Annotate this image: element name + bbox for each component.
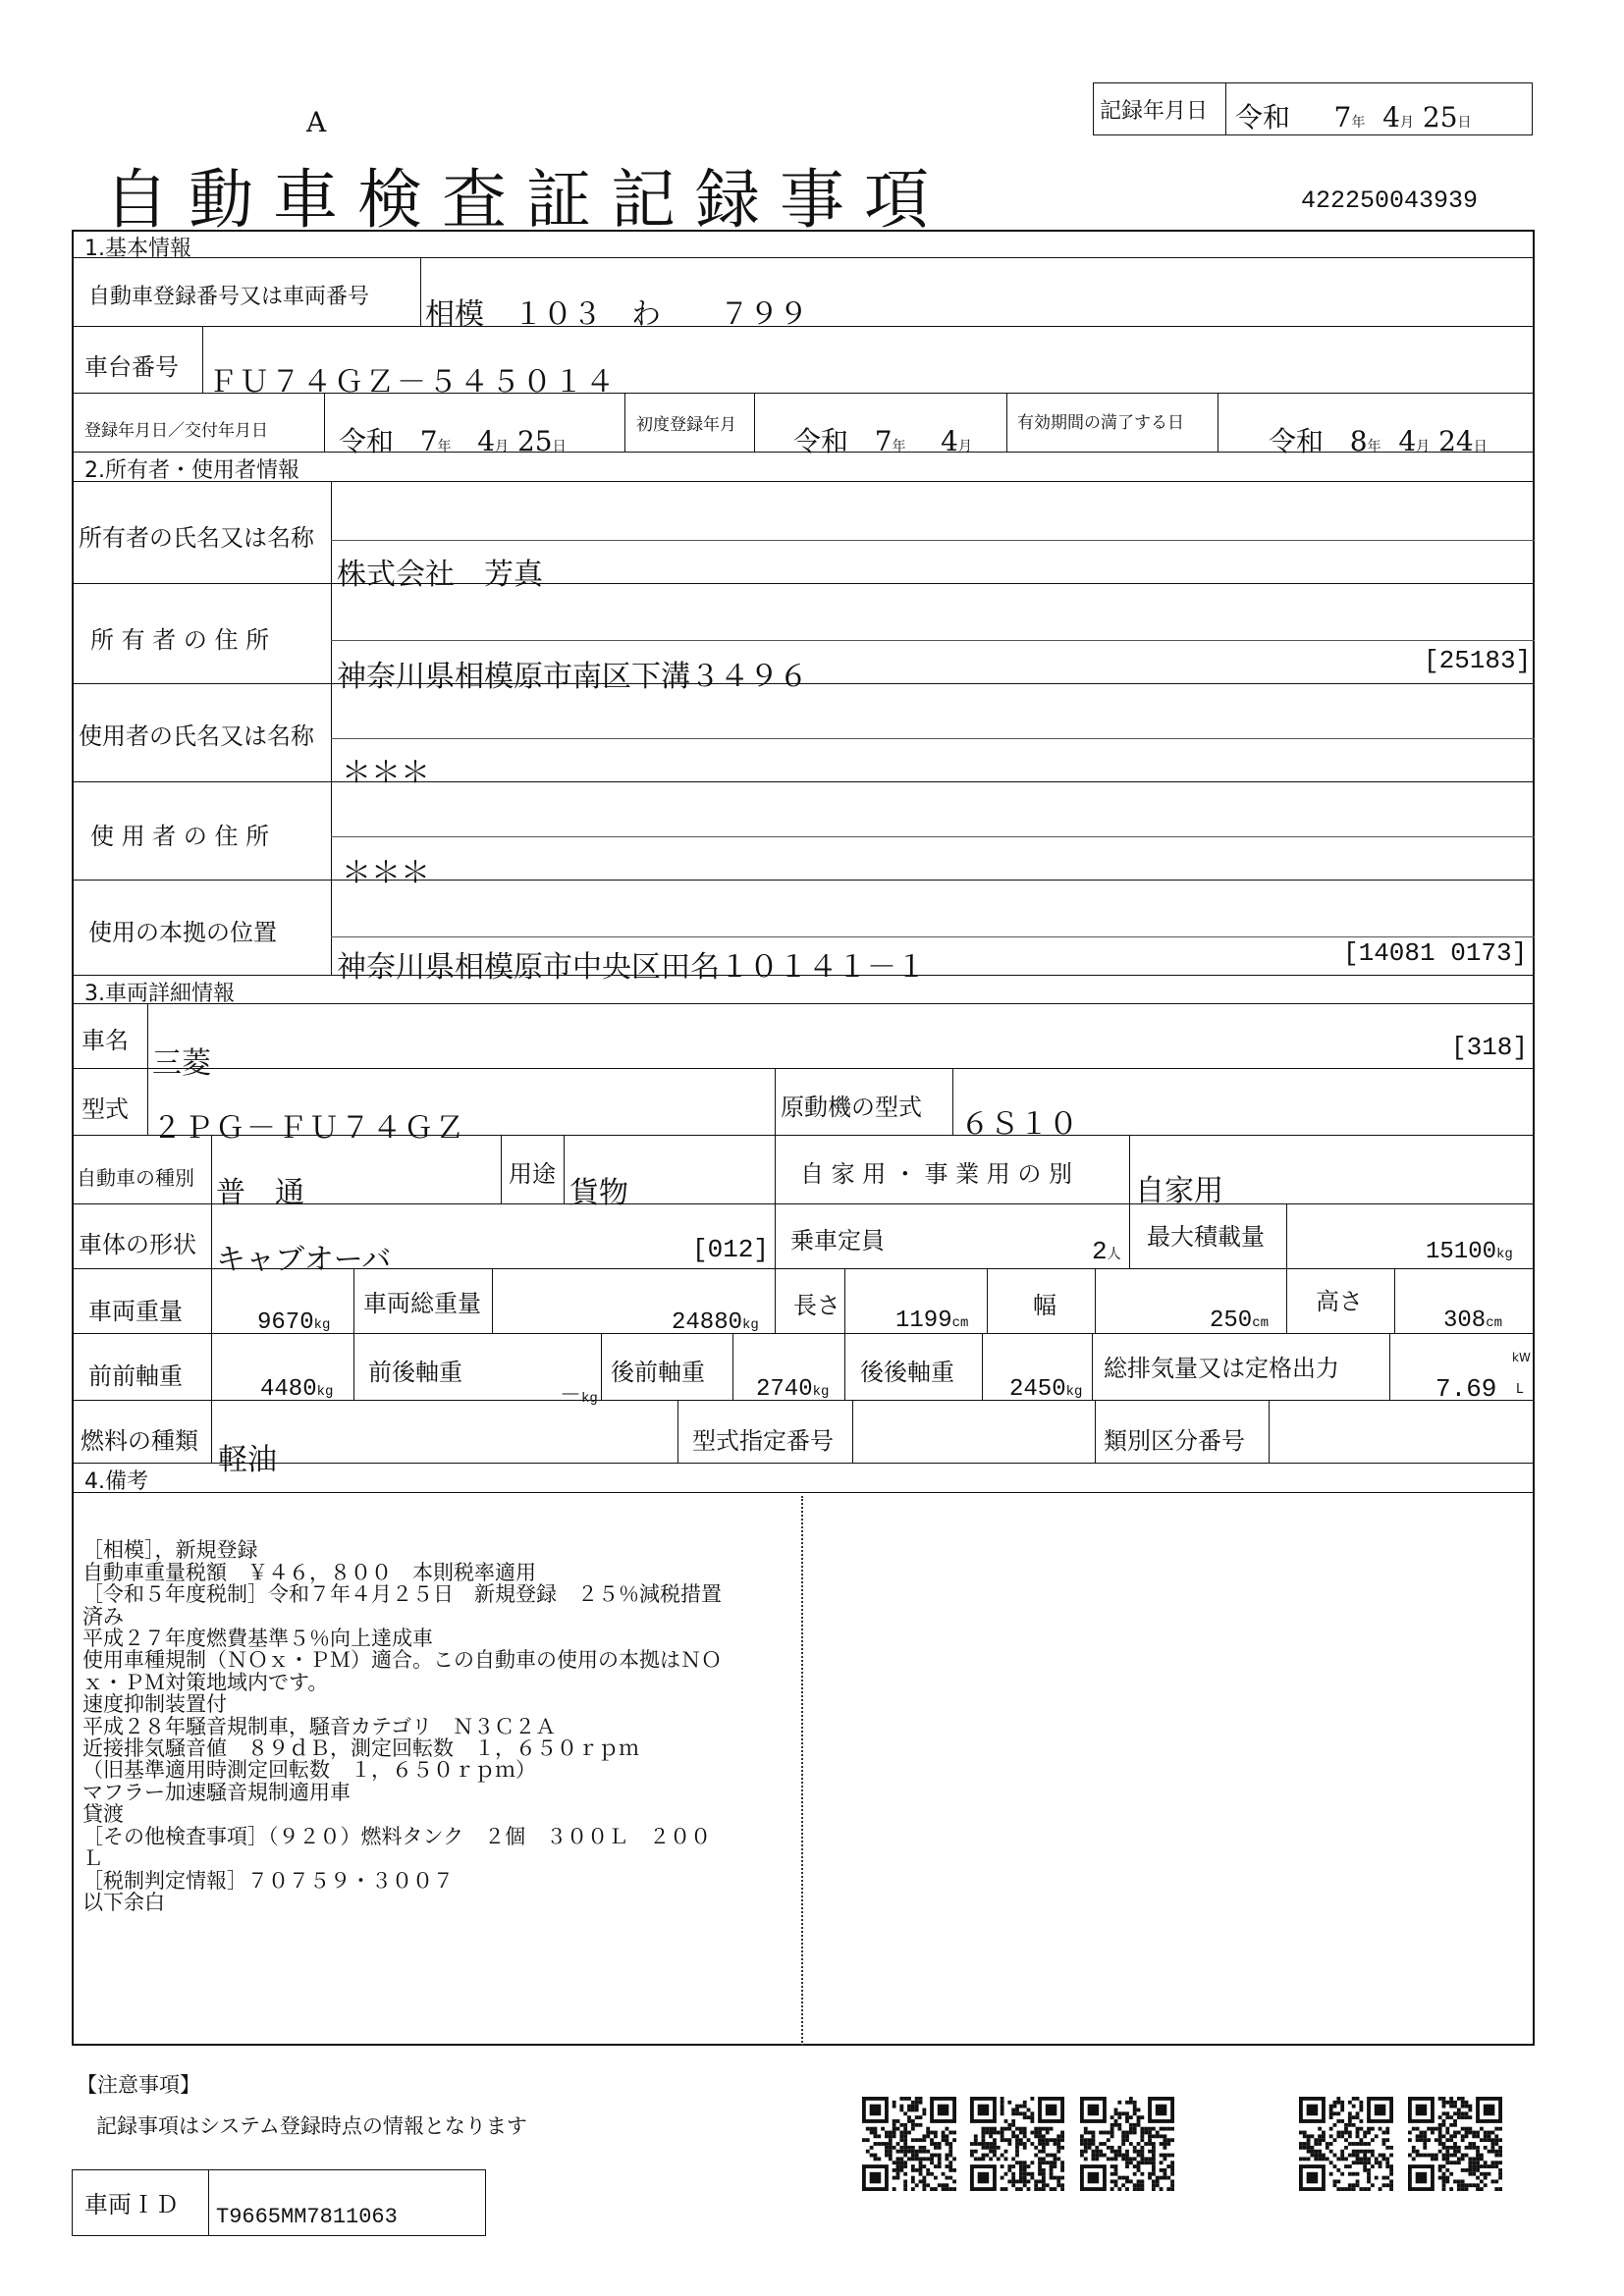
remark-line: ［令和５年度税制］令和７年４月２５日 新規登録 ２５％減税措置 (82, 1582, 722, 1607)
engine-value: ６Ｓ１０ (960, 1107, 1078, 1142)
use-label: 用途 (509, 1160, 556, 1188)
use-value: 貨物 (569, 1176, 628, 1210)
remark-line: Ｌ (82, 1846, 103, 1871)
displacement-label: 総排気量又は定格出力 (1104, 1355, 1339, 1382)
first-reg-value: 令和 7年 4月 (793, 425, 972, 457)
reg-no-value: 相模 １０３ わ ７９９ (425, 297, 808, 332)
rr-axle-value: 2450kg (1009, 1376, 1083, 1403)
remark-line: 速度抑制装置付 (82, 1692, 227, 1717)
fr-axle-label: 前後軸重 (368, 1359, 462, 1386)
remark-line: ［その他検査事項］（９２０）燃料タンク ２個 ３００Ｌ ２００ (82, 1824, 712, 1848)
width-label: 幅 (1033, 1292, 1056, 1319)
owner-addr-value: 神奈川県相模原市南区下溝３４９６ (337, 660, 808, 694)
model-value: ２ＰＧ－ＦＵ７４ＧＺ (152, 1111, 466, 1146)
reg-no-label: 自動車登録番号又は車両番号 (88, 285, 370, 309)
remark-line: 自動車重量税額 ￥４６，８００ 本則税率適用 (82, 1560, 536, 1584)
expiry-value: 令和 8年 4月 24日 (1269, 425, 1488, 457)
section2-heading: 2.所有者・使用者情報 (84, 458, 299, 483)
page-title: 自動車検査証記録事項 (104, 162, 948, 238)
car-name-value: 三菱 (152, 1046, 211, 1081)
remark-line: ［相模］，新規登録 (82, 1538, 258, 1563)
remark-line: 使用車種規制（ＮＯｘ・ＰＭ）適合。この自動車の使用の本拠はＮＯ (82, 1648, 722, 1673)
capacity-label: 乗車定員 (790, 1227, 885, 1255)
qr-code-icon (1080, 2097, 1174, 2191)
notes-text: 記録事項はシステム登録時点の情報となります (96, 2114, 527, 2138)
length-label: 長さ (793, 1292, 840, 1319)
remark-line: ｘ・ＰＭ対策地域内です。 (82, 1670, 329, 1694)
mark-a: A (306, 106, 327, 138)
section3-heading: 3.車両詳細情報 (84, 982, 235, 1006)
remark-line: 平成２７年度燃費基準５％向上達成車 (82, 1627, 433, 1651)
remarks-block (82, 1518, 722, 1936)
owner-name-label: 所有者の氏名又は名称 (79, 524, 314, 552)
fuel-label: 燃料の種類 (81, 1427, 198, 1455)
first-reg-label: 初度登録年月 (636, 415, 736, 435)
ff-axle-label: 前前軸重 (88, 1362, 183, 1390)
fr-axle-value: －kg (560, 1384, 598, 1409)
expiry-label: 有効期間の満了する日 (1017, 413, 1184, 433)
reg-date-value: 令和 7年 4月 25日 (339, 425, 567, 457)
remark-line: （旧基準適用時測定回転数 １，６５０ｒｐｍ） (82, 1758, 536, 1783)
max-load-label: 最大積載量 (1147, 1223, 1265, 1251)
qr-code-icon (862, 2097, 956, 2191)
remark-line: 近接排気騒音値 ８９ｄＢ，測定回転数 １，６５０ｒｐｍ (82, 1736, 639, 1761)
user-addr-value: ＊＊＊ (342, 856, 430, 890)
car-name-code: [318] (1451, 1033, 1529, 1062)
height-label: 高さ (1316, 1288, 1363, 1315)
width-value: 250cm (1210, 1308, 1270, 1334)
weight-value: 9670kg (257, 1309, 331, 1336)
user-addr-label: 使 用 者 の 住 所 (90, 823, 270, 850)
remark-line: 済み (82, 1604, 124, 1629)
vehicle-id-label: 車両ＩＤ (84, 2191, 179, 2218)
body-label: 車体の形状 (79, 1231, 196, 1258)
private-label: 自 家 用 ・ 事 業 用 の 別 (800, 1160, 1073, 1188)
rf-axle-label: 後前軸重 (611, 1359, 705, 1386)
type-label: 自動車の種別 (77, 1166, 194, 1190)
displacement-value: 7.69 (1435, 1374, 1497, 1404)
model-label: 型式 (81, 1095, 129, 1123)
type-designation-label: 型式指定番号 (692, 1427, 834, 1455)
fuel-value: 軽油 (218, 1443, 277, 1477)
type-value: 普 通 (216, 1176, 304, 1210)
car-name-label: 車名 (81, 1027, 129, 1054)
max-load-value: 15100kg (1426, 1239, 1513, 1265)
body-code: [012] (692, 1235, 770, 1264)
vehicle-id-value: T9665MM7811063 (216, 2205, 398, 2229)
remark-line: 平成２８年騒音規制車，騒音カテゴリ Ｎ３Ｃ２Ａ (82, 1714, 557, 1738)
record-date-value: 令和 7年 4月 25日 (1235, 101, 1472, 133)
base-code: [14081 0173] (1343, 938, 1528, 968)
chassis-value: ＦＵ７４ＧＺ－５４５０１４ (208, 365, 617, 400)
gross-label: 車両総重量 (363, 1290, 481, 1317)
notes-heading: 【注意事項】 (77, 2073, 200, 2097)
weight-label: 車両重量 (88, 1298, 183, 1325)
qr-code-icon (1299, 2097, 1393, 2191)
user-name-label: 使用者の氏名又は名称 (79, 722, 314, 750)
record-date-label: 記録年月日 (1100, 99, 1209, 124)
remark-line: ［税制判定情報］７０７５９・３００７ (82, 1868, 454, 1893)
length-value: 1199cm (895, 1308, 969, 1334)
owner-name-value: 株式会社 芳真 (337, 558, 543, 592)
engine-label: 原動機の型式 (781, 1094, 922, 1121)
chassis-label: 車台番号 (84, 353, 179, 381)
owner-addr-label: 所 有 者 の 住 所 (90, 626, 270, 654)
section1-heading: 1.基本情報 (84, 237, 191, 261)
base-label: 使用の本拠の位置 (88, 919, 277, 946)
class-label: 類別区分番号 (1104, 1427, 1245, 1455)
reg-date-label: 登録年月日／交付年月日 (84, 421, 268, 441)
qr-code-icon (1408, 2097, 1502, 2191)
displacement-unit-l: L (1516, 1382, 1524, 1397)
user-name-value: ＊＊＊ (342, 756, 430, 790)
rf-axle-value: 2740kg (756, 1376, 830, 1403)
base-value: 神奈川県相模原市中央区田名１０１４１－１ (337, 950, 926, 985)
private-value: 自家用 (1135, 1174, 1223, 1208)
remark-line: マフラー加速騒音規制適用車 (82, 1780, 351, 1804)
gross-value: 24880kg (672, 1309, 759, 1336)
section4-heading: 4.備考 (84, 1469, 148, 1494)
qr-code-icon (970, 2097, 1064, 2191)
owner-addr-code: [25183] (1424, 646, 1532, 675)
ff-axle-value: 4480kg (260, 1376, 334, 1403)
doc-number: 422250043939 (1301, 187, 1479, 215)
body-value: キャブオーバ (216, 1243, 392, 1277)
remark-line: 貸渡 (82, 1802, 124, 1827)
capacity-value: 2人 (1092, 1237, 1121, 1266)
displacement-unit-kw: kW (1512, 1351, 1531, 1364)
height-value: 308cm (1443, 1308, 1503, 1334)
remark-line: 以下余白 (82, 1890, 165, 1914)
rr-axle-label: 後後軸重 (860, 1359, 954, 1386)
